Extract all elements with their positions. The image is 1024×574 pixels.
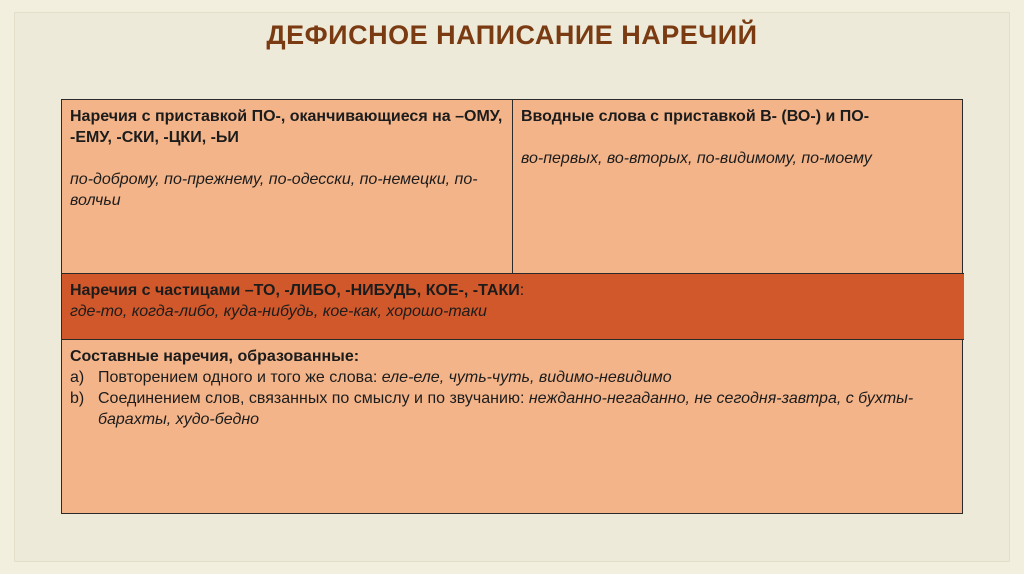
list-marker: b) bbox=[70, 390, 85, 407]
cell-examples: по-доброму, по-прежнему, по-одесски, по-немецки, по-волчьи bbox=[70, 171, 478, 209]
cell-heading-colon: : bbox=[519, 282, 525, 299]
list-item-text: Повторением одного и того же слова: bbox=[98, 369, 382, 386]
list-item bbox=[70, 367, 956, 388]
cell-heading: Наречия с приставкой ПО-, оканчивающиеся на –ОМУ, -ЕМУ, -СКИ, -ЦКИ, -ЬИ bbox=[70, 108, 503, 146]
compound-list bbox=[70, 367, 956, 430]
list-item-examples: нежданно-негаданно, не сегодня-завтра, с бухты-барахты, худо-бедно bbox=[98, 390, 914, 428]
rules-table bbox=[61, 99, 963, 514]
cell-po-adverbs bbox=[62, 100, 513, 274]
slide-title: ДЕФИСНОЕ НАПИСАНИЕ НАРЕЧИЙ bbox=[266, 20, 758, 50]
list-item bbox=[70, 388, 956, 430]
list-marker: a) bbox=[70, 369, 85, 386]
cell-examples: где-то, когда-либо, куда-нибудь, кое-как, хорошо-таки bbox=[70, 303, 487, 320]
list-item-examples: еле-еле, чуть-чуть, видимо-невидимо bbox=[381, 369, 672, 386]
cell-compound-adverbs bbox=[62, 340, 964, 515]
cell-examples: во-первых, во-вторых, по-видимому, по-моему bbox=[521, 150, 872, 167]
cell-heading: Вводные слова с приставкой В- (ВО-) и ПО- bbox=[521, 108, 870, 125]
cell-heading: Наречия с частицами –ТО, -ЛИБО, -НИБУДЬ, КОЕ-, -ТАКИ bbox=[70, 282, 520, 299]
cell-particles bbox=[62, 274, 964, 340]
list-item-text: Соединением слов, связанных по смыслу и по звучанию: bbox=[98, 390, 529, 407]
cell-introductory-words bbox=[513, 100, 964, 274]
cell-heading: Составные наречия, образованные: bbox=[70, 348, 360, 365]
